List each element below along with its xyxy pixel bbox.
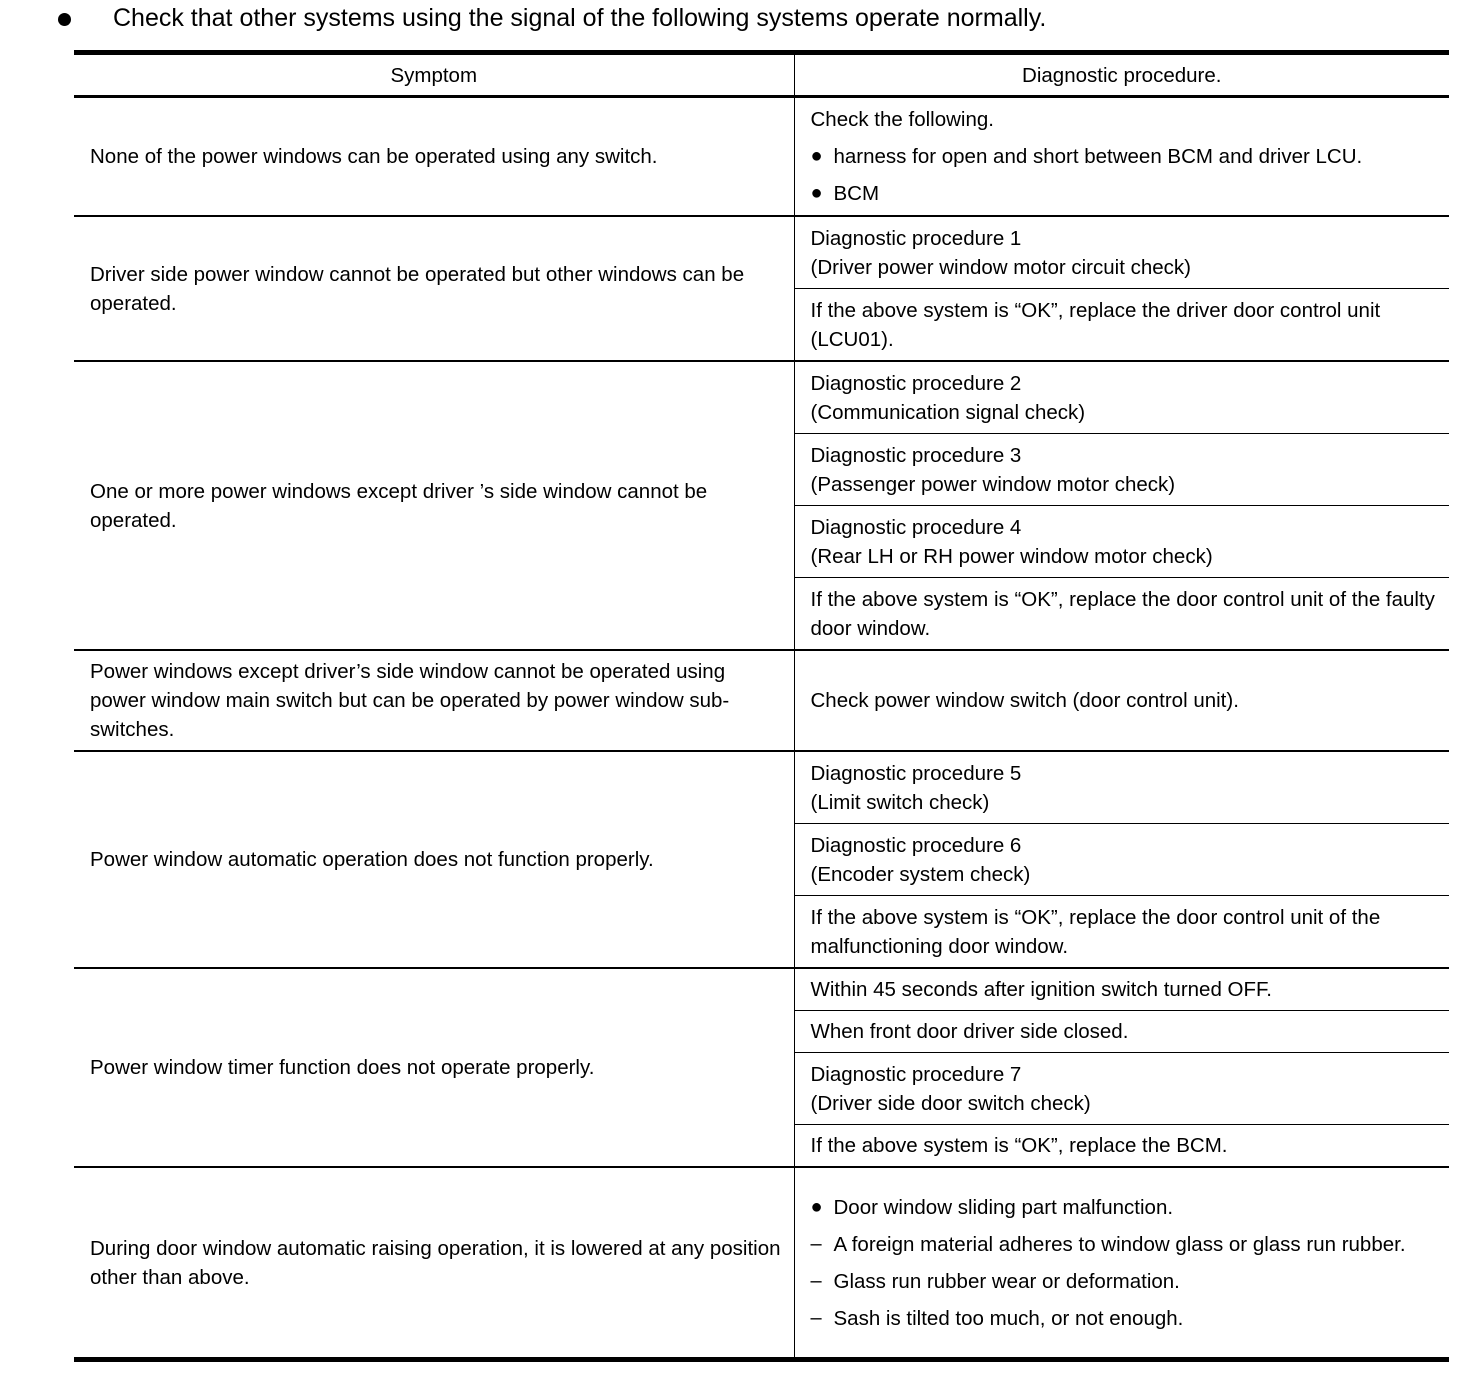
table-row — [74, 1167, 1449, 1360]
procedure-line: Diagnostic procedure 5 — [810, 761, 1022, 785]
procedure-cell — [794, 506, 1449, 578]
symptom-text: Power window automatic operation does not function properly. — [90, 848, 654, 871]
bullet-item — [811, 171, 1438, 208]
procedure-cell — [794, 751, 1449, 824]
bullet-text: Door window sliding part malfunction. — [833, 1195, 1174, 1219]
bullet-dot-icon: ● — [810, 1195, 823, 1218]
table-row — [74, 968, 1449, 1011]
table-body — [74, 97, 1449, 1360]
bullet-text: BCM — [833, 182, 880, 205]
procedure-line: Diagnostic procedure 3 — [810, 443, 1022, 467]
diagnostic-table — [74, 50, 1449, 1362]
procedure-cell — [794, 361, 1449, 434]
procedure-line: (Limit switch check) — [810, 790, 990, 814]
procedure-cell — [794, 434, 1449, 506]
procedure-cell — [794, 1053, 1449, 1125]
intro-note — [58, 2, 1046, 34]
symptom-text: Power window timer function does not operate properly. — [90, 1056, 595, 1079]
procedure-cell — [794, 650, 1449, 751]
procedure-line: (Driver side door switch check) — [810, 1091, 1091, 1115]
bullet-item — [811, 1222, 1438, 1259]
table-row — [74, 97, 1449, 217]
table-row — [74, 650, 1449, 751]
bullet-dot-icon — [58, 13, 71, 26]
header-symptom: Symptom — [74, 53, 794, 97]
table-header-row — [74, 53, 1449, 97]
procedure-cell — [794, 824, 1449, 896]
symptom-cell — [74, 97, 794, 217]
procedure-line: Diagnostic procedure 7 — [810, 1062, 1022, 1086]
symptom-cell — [74, 361, 794, 650]
procedure-line: Within 45 seconds after ignition switch turned OFF. — [810, 978, 1272, 1001]
symptom-text: Driver side power window cannot be operated but other windows can be operated. — [90, 262, 745, 315]
procedure-cell — [794, 578, 1449, 651]
symptom-cell — [74, 968, 794, 1167]
procedure-line: Diagnostic procedure 4 — [810, 515, 1022, 539]
symptom-cell — [74, 751, 794, 968]
procedure-line: If the above system is “OK”, replace the driver door control unit (LCU01). — [810, 298, 1381, 351]
procedure-cell — [794, 896, 1449, 969]
intro-text: Check that other systems using the signal of the following systems operate normally. — [113, 4, 1047, 32]
bullet-item — [811, 134, 1438, 171]
bullet-dot-icon: ● — [810, 145, 823, 167]
dash-marker-icon: – — [810, 1269, 822, 1292]
symptom-cell — [74, 650, 794, 751]
symptom-cell — [74, 216, 794, 361]
procedure-cell — [794, 1167, 1449, 1360]
bullet-item — [811, 1193, 1438, 1222]
procedure-cell — [794, 216, 1449, 289]
procedure-line: If the above system is “OK”, replace the door control unit of the malfunctioning door window. — [810, 905, 1381, 958]
procedure-line: Check power window switch (door control unit). — [810, 689, 1239, 712]
bullet-text: Sash is tilted too much, or not enough. — [833, 1306, 1184, 1330]
bullet-text: A foreign material adheres to window glass or glass run rubber. — [833, 1232, 1406, 1256]
procedure-line: Diagnostic procedure 6 — [810, 833, 1022, 857]
symptom-text: Power windows except driver’s side window cannot be operated using power window main switch but can be operated by power window sub-switches. — [90, 660, 730, 741]
procedure-line: If the above system is “OK”, replace the door control unit of the faulty door window. — [810, 587, 1435, 640]
procedure-line: (Communication signal check) — [810, 400, 1086, 424]
bullet-text: harness for open and short between BCM and driver LCU. — [833, 145, 1363, 168]
procedure-cell — [794, 968, 1449, 1011]
procedure-line: (Rear LH or RH power window motor check) — [810, 544, 1213, 568]
procedure-line: (Encoder system check) — [810, 862, 1031, 886]
procedure-cell — [794, 1011, 1449, 1053]
procedure-line: If the above system is “OK”, replace the BCM. — [810, 1134, 1228, 1157]
procedure-line: Diagnostic procedure 1 — [810, 226, 1022, 250]
dash-marker-icon: – — [810, 1232, 822, 1255]
symptom-text: During door window automatic raising operation, it is lowered at any position other than above. — [90, 1236, 781, 1289]
bullet-item — [811, 1296, 1438, 1333]
symptom-cell — [74, 1167, 794, 1360]
procedure-line: When front door driver side closed. — [810, 1020, 1129, 1043]
table-row — [74, 361, 1449, 434]
procedure-cell — [794, 289, 1449, 362]
dash-marker-icon: – — [810, 1306, 822, 1329]
procedure-cell — [794, 97, 1449, 217]
procedure-line: Check the following. — [810, 108, 994, 131]
bullet-text: Glass run rubber wear or deformation. — [833, 1269, 1180, 1293]
bullet-dot-icon: ● — [810, 182, 823, 204]
symptom-text: One or more power windows except driver ’s side window cannot be operated. — [90, 479, 708, 532]
procedure-line: Diagnostic procedure 2 — [810, 371, 1022, 395]
bullet-item — [811, 1259, 1438, 1296]
table-row — [74, 216, 1449, 289]
procedure-line: (Driver power window motor circuit check) — [810, 255, 1191, 279]
table-row — [74, 751, 1449, 824]
symptom-text: None of the power windows can be operated using any switch. — [90, 145, 658, 168]
header-diagnostic-procedure: Diagnostic procedure. — [794, 53, 1449, 97]
procedure-cell — [794, 1125, 1449, 1168]
procedure-line: (Passenger power window motor check) — [810, 472, 1176, 496]
